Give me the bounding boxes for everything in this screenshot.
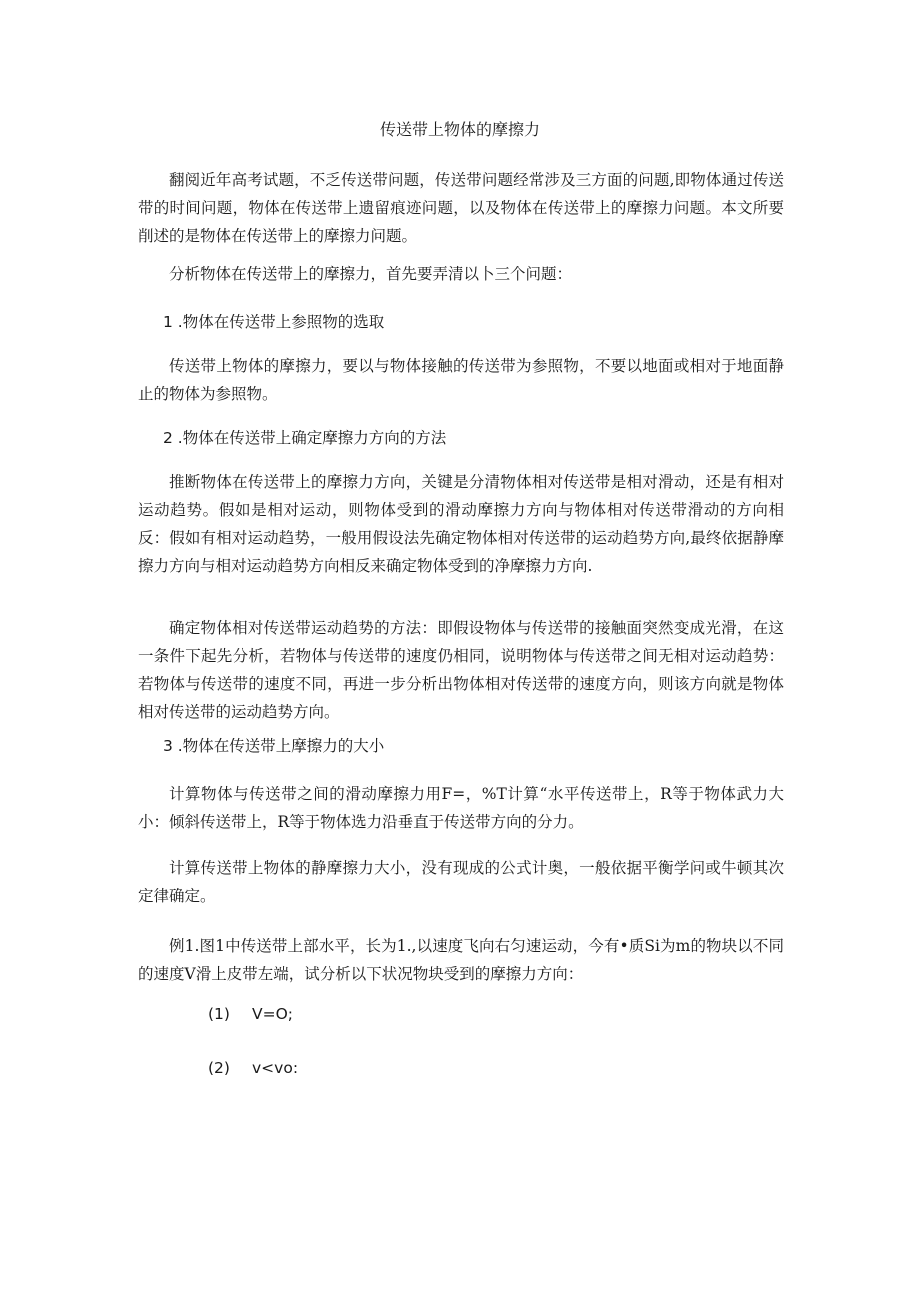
section-1-body: 传送带上物体的摩擦力，要以与物体接触的传送带为参照物，不要以地面或相对于地面静止的物体为参照物。 xyxy=(138,357,784,403)
example-item-1 xyxy=(208,1002,293,1026)
section-3-heading: 3 .物体在传送带上摩擦力的大小 xyxy=(163,737,385,755)
example-item-2 xyxy=(208,1056,298,1080)
example-paragraph: 例1.图1中传送带上部水平，长为1.,以速度飞向右匀速运动，今有•质Si为m的物块以不同的速度V滑上皮带左端，试分析以下状况物块受到的摩擦力方向： xyxy=(138,937,784,983)
section-3-body: 计算物体与传送带之间的滑动摩擦力用F=，%T计算“水平传送带上，R等于物体武力大小：倾斜传送带上，R等于物体选力沿垂直于传送带方向的分力。 xyxy=(138,785,784,831)
section-1-heading: 1 .物体在传送带上参照物的选取 xyxy=(163,313,385,331)
lead-paragraph: 分析物体在传送带上的摩擦力，首先要弄清以卜三个问题： xyxy=(169,265,573,283)
example-item-text: V=O; xyxy=(252,1005,294,1023)
intro-paragraph: 翻阅近年高考试题，不乏传送带问题，传送带问题经常涉及三方面的问题,即物体通过传送带的时间问题，物体在传送带上遗留痕迹问题，以及物体在传送带上的摩擦力问题。本文所要削述的是物体在传送带上的摩擦力问题。 xyxy=(138,171,784,245)
example-item-number: (2) xyxy=(208,1059,230,1077)
section-3-body-2: 计算传送带上物体的静摩擦力大小，没有现成的公式计奥，一般依据平衡学问或牛顿其次定律确定。 xyxy=(138,859,784,905)
section-2-heading: 2 .物体在传送带上确定摩擦力方向的方法 xyxy=(163,429,447,447)
example-item-number: (1) xyxy=(208,1005,230,1023)
section-2-body-2: 确定物体相对传送带运动趋势的方法：即假设物体与传送带的接触面突然变成光滑，在这一条件下起先分析，若物体与传送带的速度仍相同，说明物体与传送带之间无相对运动趋势：若物体与传送带的速度不同，再进一步分析出物体相对传送带的速度方向，则该方向就是物体相对传送带的运动趋势方向。 xyxy=(138,619,784,721)
document-title: 传送带上物体的摩擦力 xyxy=(379,120,540,139)
example-item-text: v<vo: xyxy=(252,1059,299,1077)
section-2-body: 推断物体在传送带上的摩擦力方向，关键是分清物体相对传送带是相对滑动，还是有相对运动趋势。假如是相对运动，则物体受到的滑动摩擦力方向与物体相对传送带滑动的方向相反：假如有相对运动趋势，一般用假设法先确定物体相对传送带的运动趋势方向,最终依据静摩擦力方向与相对运动趋势方向相反来确定物体受到的净摩擦力方向. xyxy=(138,473,784,575)
